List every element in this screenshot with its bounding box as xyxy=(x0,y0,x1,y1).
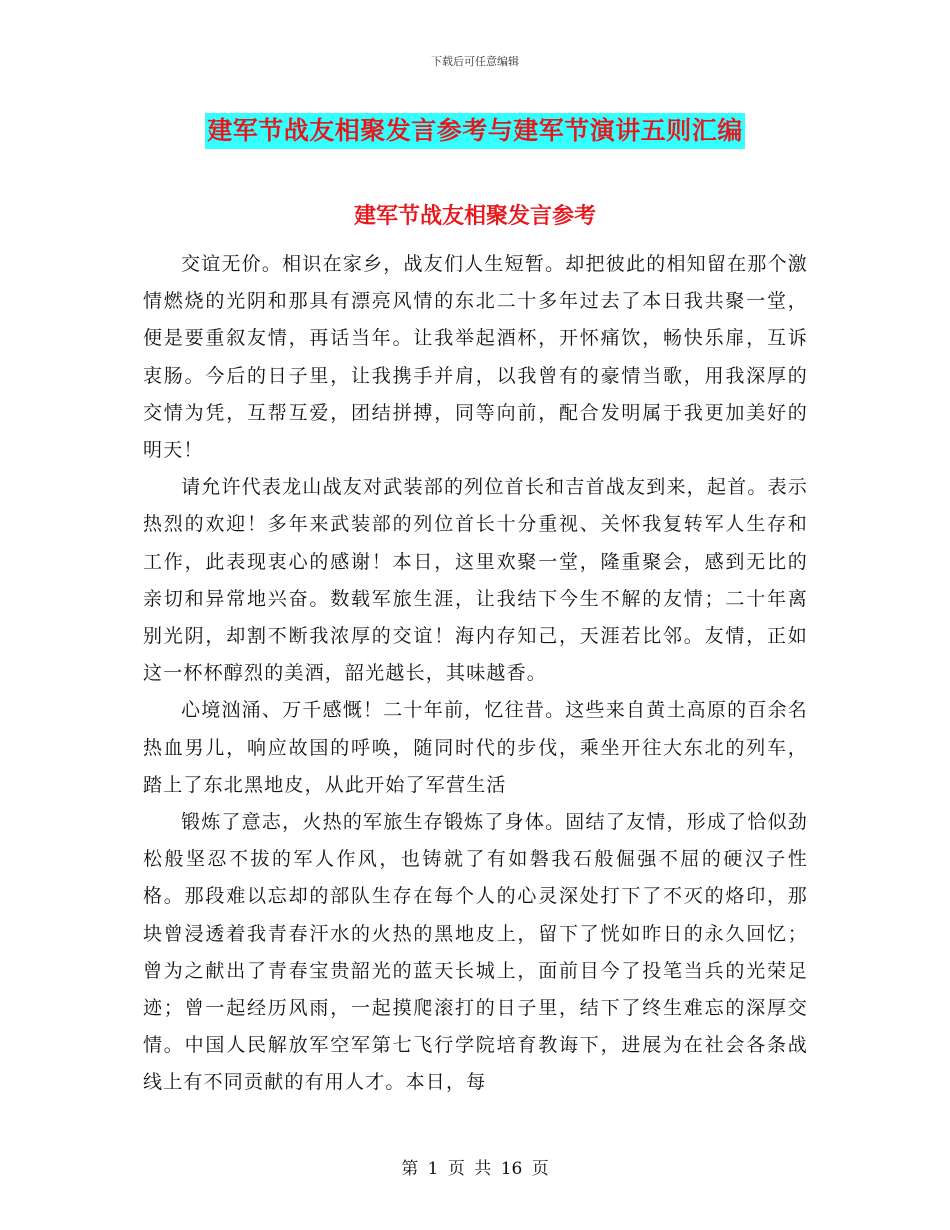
paragraph: 锻炼了意志，火热的军旅生存锻炼了身体。固结了友情，形成了恰似劲松般坚忍不拔的军人作风，也铸就了有如磐我石般倔强不屈的硬汉子性格。那段难以忘却的部队生存在每个人的心灵深处打下了不灭的烙印，那块曾浸透着我青春汗水的火热的黑地皮上，留下了恍如昨日的永久回忆；曾为之献出了青春宝贵韶光的蓝天长城上，面前目今了投笔当兵的光荣足迹；曾一起经历风雨，一起摸爬滚打的日子里，结下了终生难忘的深厚交情。中国人民解放军空军第七飞行学院培育教诲下，进展为在社会各条战线上有不同贡献的有用人才。本日，每 xyxy=(143,811,808,1094)
main-title: 建军节战友相聚发言参考与建军节演讲五则汇编 xyxy=(205,113,745,149)
page-footer: 第 1 页 共 16 页 xyxy=(401,1159,549,1179)
paragraph: 请允许代表龙山战友对武装部的列位首长和吉首战友到来，起首。表示热烈的欢迎！多年来武装部的列位首长十分重视、关怀我复转军人生存和工作，此表现衷心的感谢！本日，这里欢聚一堂，隆重聚会，感到无比的亲切和异常地兴奋。数载军旅生涯，让我结下今生不解的友情；二十年离别光阴，却割不断我浓厚的交谊！海内存知己，天涯若比邻。友情，正如这一杯杯醇烈的美酒，韶光越长，其味越香。 xyxy=(143,476,808,685)
paragraph: 交谊无价。相识在家乡，战友们人生短暂。却把彼此的相知留在那个激情燃烧的光阴和那具有漂亮风情的东北二十多年过去了本日我共聚一堂，便是要重叙友情，再话当年。让我举起酒杯，开怀痛饮，畅快乐扉，互诉衷肠。今后的日子里，让我携手并肩，以我曾有的豪情当歌，用我深厚的交情为凭，互帮互爱，团结拼搏，同等向前，配合发明属于我更加美好的明天！ xyxy=(143,253,808,462)
body-text xyxy=(143,246,808,1102)
paragraph: 心境汹涌、万千感慨！二十年前，忆往昔。这些来自黄土高原的百余名热血男儿，响应故国的呼唤，随同时代的步伐，乘坐开往大东北的列车，踏上了东北黑地皮，从此开始了军营生活 xyxy=(143,699,808,796)
section-title: 建军节战友相聚发言参考 xyxy=(353,203,596,229)
header-note: 下载后可任意编辑 xyxy=(431,55,519,68)
main-title-container xyxy=(0,113,950,149)
